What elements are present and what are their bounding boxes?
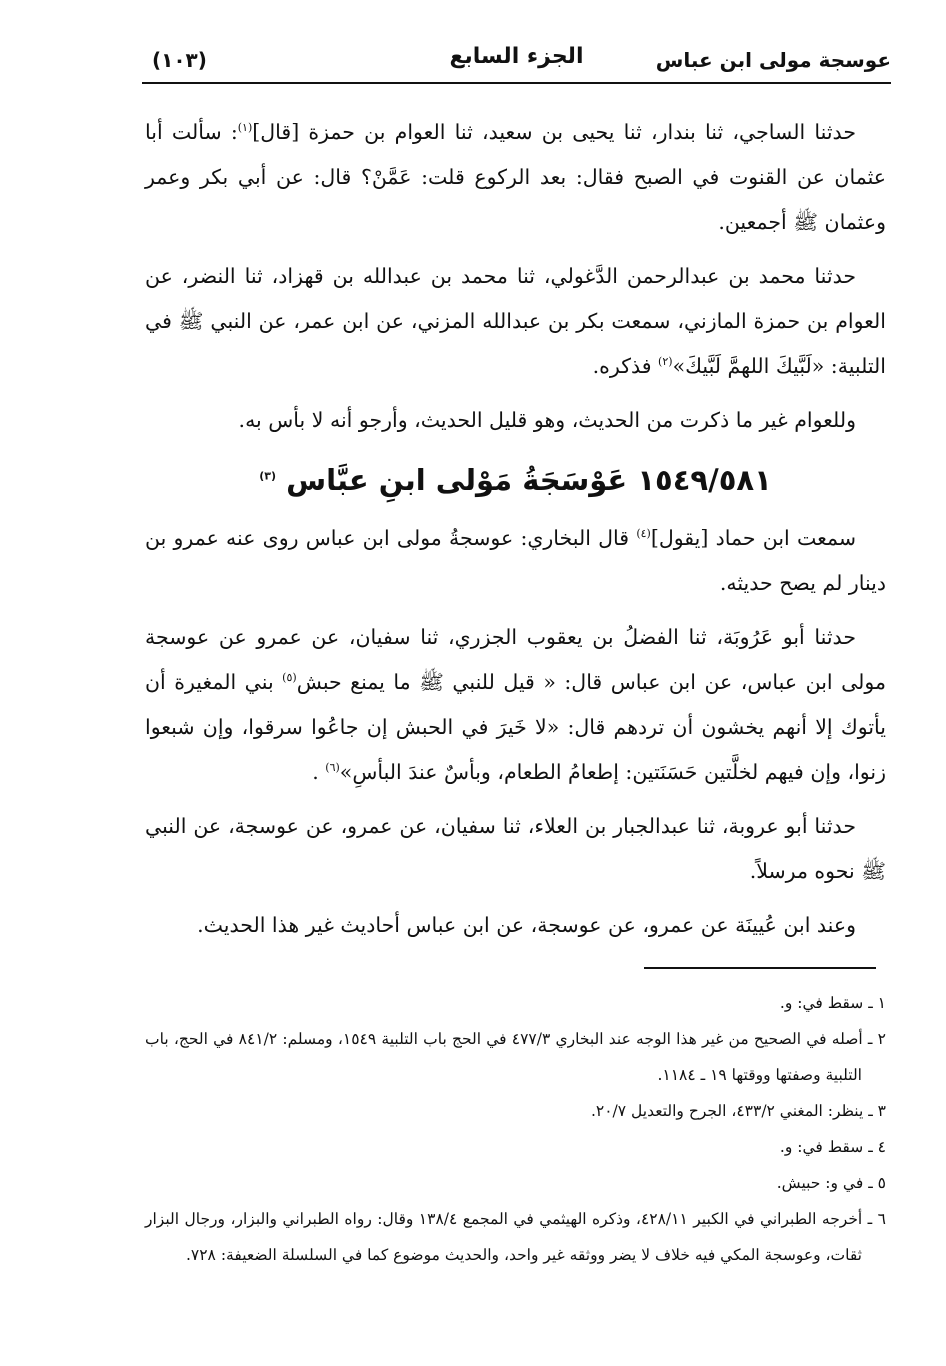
footnote-divider	[644, 967, 876, 969]
paragraph: حدثنا أبو عروبة، ثنا عبدالجبار بن العلاء، ثنا سفيان، عن عمرو، عن عوسجة، عن النبي ﷺ نحوه مرسلاً.	[145, 814, 886, 883]
entry-title: ١٥٤٩/٥٨١ عَوْسَجَةُ مَوْلى ابنِ عبَّاس $^{(٣)}$	[259, 463, 772, 497]
footnote: ١ ـ سقط في: و.	[779, 994, 886, 1012]
paragraph: حدثنا محمد بن عبدالرحمن الدَّغولي، ثنا محمد بن عبدالله بن قهزاد، ثنا النضر، عن العوام بن حمزة المازني، سمعت بكر بن عبدالله المزني، عن ابن عمر، عن النبي ﷺ في التلبية: «لَبَّيكَ اللهمَّ لَبَّيكَ»$^{(٢)}$ فذكره.	[145, 264, 886, 378]
footnote: ٥ ـ في و: حبيش.	[776, 1174, 886, 1192]
paragraph: حدثنا أبو عَرُوبَة، ثنا الفضلُ بن يعقوب الجزري، ثنا سفيان، عن عمرو عن عوسجة مولى ابن عباس، عن ابن عباس قال: « قيل للنبي ﷺ ما يمنع حبش$^{(٥)}$ بني المغيرة أن يأتوك إلا أنهم يخشون أن تردهم قال: «لا خَيرَ في الحبش إن جاعُوا سرقوا، وإن شبعوا زنوا، وإن فيهم لخلَّتين حَسَنَتين: إطعامُ الطعام، وبأسٌ عندَ البأسِ»$^{(٦)}$ .	[145, 625, 886, 784]
footnote: ٤ ـ سقط في: و.	[779, 1138, 886, 1156]
footnote: ٢ ـ أصله في الصحيح من غير هذا الوجه عند البخاري ٤٧٧/٣ في الحج باب التلبية ١٥٤٩، ومسلم: ٨٤١/٢ في الحج، باب التلبية وصفتها ووقتها ١٩ ـ ١١٨٤.	[145, 1030, 886, 1084]
paragraph: وعند ابن عُيينَة عن عمرو، عن عوسجة، عن ابن عباس أحاديث غير هذا الحديث.	[197, 913, 856, 937]
header-volume: الجزء السابع	[449, 44, 584, 69]
footnote: ٣ ـ ينظر: المغني ٤٣٣/٢، الجرح والتعديل ٢٠/٧.	[590, 1102, 886, 1120]
header-entry-name: عوسجة مولى ابن عباس	[655, 48, 891, 72]
paragraph: سمعت ابن حماد [يقول]$^{(٤)}$ قال البخاري: عوسجةُ مولى ابن عباس روى عنه عمرو بن دينار لم يصح حديثه.	[145, 526, 886, 595]
paragraph: وللعوام غير ما ذكرت من الحديث، وهو قليل الحديث، وأرجو أنه لا بأس به.	[238, 408, 856, 432]
header-page-number: (١٠٣)	[152, 48, 207, 72]
main-text	[145, 110, 886, 957]
paragraph: حدثنا الساجي، ثنا بندار، ثنا يحيى بن سعيد، ثنا العوام بن حمزة [قال]$^{(١)}$: سألت أبا عثمان عن القنوت في الصبح فقال: بعد الركوع قلت: عَمَّنْ؟ قال: عن أبي بكر وعمر وعثمان ﷺ أجمعين.	[145, 120, 886, 234]
footnotes	[145, 985, 886, 1273]
footnote: ٦ ـ أخرجه الطبراني في الكبير ٤٢٨/١١، وذكره الهيثمي في المجمع ١٣٨/٤ وقال: رواه الطبراني والبزار، ورجال البزار ثقات، وعوسجة المكي فيه خلاف لا يضر ووثقه غير واحد، والحديث موضوع كما في السلسلة الضعيفة: ٧٢٨.	[145, 1210, 886, 1264]
running-header	[142, 38, 891, 84]
